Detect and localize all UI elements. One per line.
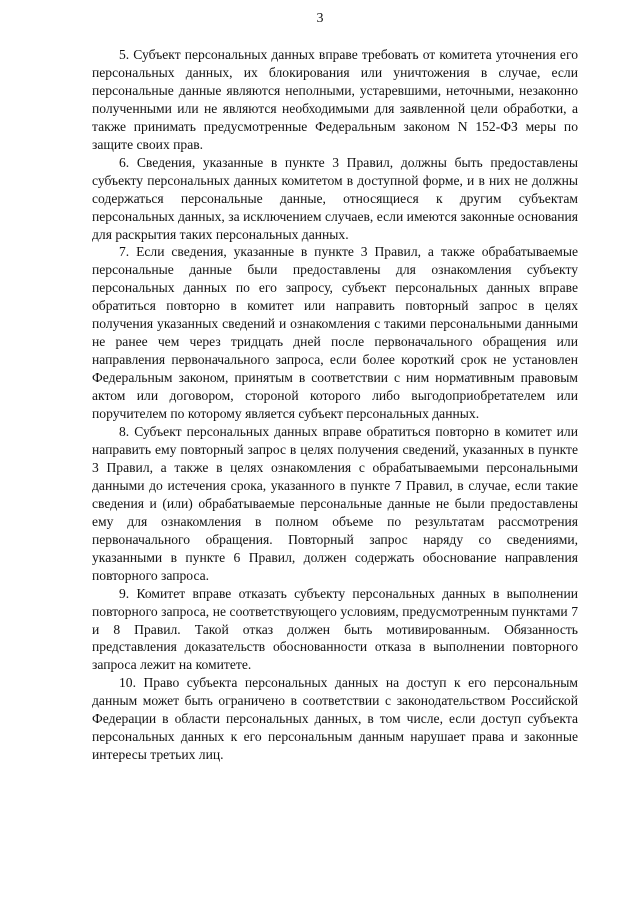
paragraph-7: 7. Если сведения, указанные в пункте 3 Правил, а также обрабатываемые персональные данные были предоставлены для ознакомления субъекту персональных данных по его запросу, субъект персональных данных вправе обратиться повторно в комитет или направить повторный запрос в целях получения указанных сведений и ознакомления с такими персональными данными не ранее чем через тридцать дней после первоначального обращения или направления первоначального запроса, если более короткий срок не установлен Федеральным законом, принятым в соответствии с ним нормативным правовым актом или договором, стороной которого либо выгодоприобретателем или поручителем по которому является субъект персональных данных.	[92, 244, 578, 422]
paragraph-5: 5. Субъект персональных данных вправе требовать от комитета уточнения его персональных данных, их блокирования или уничтожения в случае, если персональные данные являются неполными, устаревшими, неточными, незаконно полученными или не являются необходимыми для заявленной цели обработки, а также принимать предусмотренные Федеральным законом N 152-ФЗ меры по защите своих прав.	[92, 47, 578, 152]
document-body	[92, 46, 578, 764]
paragraph-10: 10. Право субъекта персональных данных на доступ к его персональным данным может быть ограничено в соответствии с законодательством Российской Федерации в области персональных данных, в том числе, если доступ субъекта персональных данных к его персональным данным нарушает права и законные интересы третьих лиц.	[92, 675, 578, 763]
paragraph-6: 6. Сведения, указанные в пункте 3 Правил, должны быть предоставлены субъекту персональных данных комитетом в доступной форме, и в них не должны содержаться персональные данные, относящиеся к другим субъектам персональных данных, за исключением случаев, если имеются законные основания для раскрытия таких персональных данных.	[92, 154, 578, 242]
paragraph-9: 9. Комитет вправе отказать субъекту персональных данных в выполнении повторного запроса, не соответствующего условиям, предусмотренным пунктами 7 и 8 Правил. Такой отказ должен быть мотивированным. Обязанность представления доказательств обоснованности отказа в выполнении повторного запроса лежит на комитете.	[92, 585, 578, 673]
page-number: 3	[316, 11, 324, 26]
paragraph-8: 8. Субъект персональных данных вправе обратиться повторно в комитет или направить ему повторный запрос в целях получения сведений, указанных в пункте 3 Правил, а также в целях ознакомления с обрабатываемыми персональными данными до истечения срока, указанного в пункте 7 Правил, в случае, если такие сведения и (или) обрабатываемые персональные данные не были предоставлены ему для ознакомления в полном объеме по результатам рассмотрения первоначального обращения. Повторный запрос наряду со сведениями, указанными в пункте 6 Правил, должен содержать обоснование направления повторного запроса.	[92, 424, 578, 583]
